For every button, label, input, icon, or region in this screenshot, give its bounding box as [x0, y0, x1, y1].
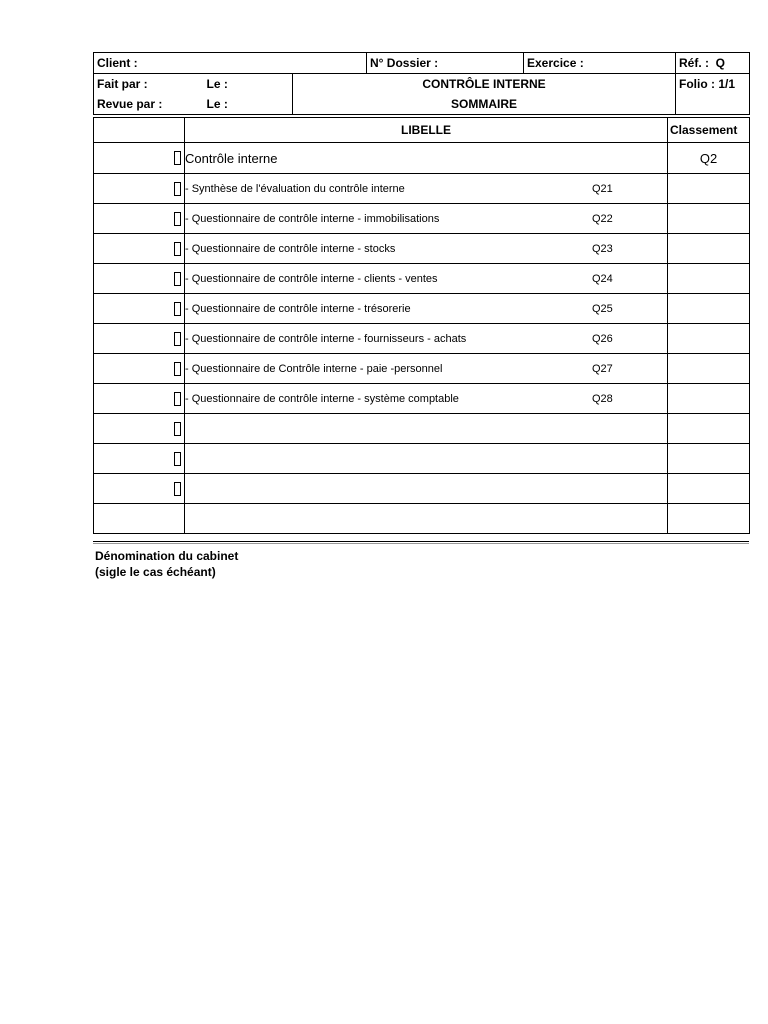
- dossier-field: N° Dossier :: [367, 53, 524, 74]
- item-label: - Questionnaire de contrôle interne - immobilisations: [185, 212, 440, 225]
- classement-cell: [668, 294, 750, 324]
- table-row: [94, 384, 750, 414]
- item-label-cell: [185, 174, 668, 204]
- footer-line-1: Dénomination du cabinet: [95, 549, 239, 563]
- ref-field: Réf. : Q: [676, 53, 750, 74]
- item-label-cell: [185, 384, 668, 414]
- table-row: [94, 234, 750, 264]
- table-row-empty: [94, 444, 750, 474]
- table-row: [94, 204, 750, 234]
- checkbox-cell: [94, 354, 185, 384]
- item-code: Q22: [592, 212, 613, 225]
- classement-header: Classement: [668, 118, 750, 143]
- revue-par-field: Revue par :: [94, 94, 204, 115]
- item-label-cell: [185, 354, 668, 384]
- item-code: Q25: [592, 302, 613, 315]
- section-title: Contrôle interne: [185, 143, 668, 174]
- table-header-row: [94, 118, 750, 143]
- document-frame: [93, 52, 749, 534]
- checkbox-cell: [94, 384, 185, 414]
- folio-field: Folio : 1/1: [676, 74, 750, 95]
- item-label-cell: [185, 264, 668, 294]
- checkbox-icon[interactable]: [174, 242, 181, 256]
- table-row-empty: [94, 504, 750, 534]
- checkbox-icon[interactable]: [174, 151, 181, 165]
- checkbox-cell: [94, 143, 185, 174]
- table-row: [94, 294, 750, 324]
- folio-empty-cell: [676, 94, 750, 115]
- checkbox-cell: [94, 294, 185, 324]
- item-code: Q26: [592, 332, 613, 345]
- classement-cell: [668, 234, 750, 264]
- checkbox-icon[interactable]: [174, 422, 181, 436]
- le-field-2: Le :: [204, 94, 293, 115]
- checkbox-icon[interactable]: [174, 452, 181, 466]
- item-label-cell: [185, 294, 668, 324]
- checkbox-icon[interactable]: [174, 212, 181, 226]
- item-code: Q28: [592, 392, 613, 405]
- checkbox-icon[interactable]: [174, 362, 181, 376]
- table-row: [94, 324, 750, 354]
- item-label: - Questionnaire de Contrôle interne - paie -personnel: [185, 362, 443, 375]
- section-row: [94, 143, 750, 174]
- checkbox-cell: [94, 414, 185, 444]
- item-label-cell: [185, 324, 668, 354]
- checkbox-icon[interactable]: [174, 392, 181, 406]
- classement-cell: [668, 324, 750, 354]
- classement-cell: [668, 354, 750, 384]
- checkbox-cell: [94, 174, 185, 204]
- item-label-cell: [185, 204, 668, 234]
- footer-line-2: (sigle le cas échéant): [95, 565, 216, 579]
- classement-cell: [668, 264, 750, 294]
- item-label: - Questionnaire de contrôle interne - fournisseurs - achats: [185, 332, 467, 345]
- bottom-rule: [93, 541, 749, 542]
- fait-par-field: Fait par :: [94, 74, 204, 95]
- table-row: [94, 264, 750, 294]
- checkbox-cell: [94, 324, 185, 354]
- table-row: [94, 354, 750, 384]
- checkbox-icon[interactable]: [174, 272, 181, 286]
- table-row-empty: [94, 474, 750, 504]
- item-code: Q21: [592, 182, 613, 195]
- item-label: - Synthèse de l'évaluation du contrôle interne: [185, 182, 405, 195]
- checkbox-cell: [94, 204, 185, 234]
- checkbox-icon[interactable]: [174, 482, 181, 496]
- checkbox-col-header: [94, 118, 185, 143]
- table-row-empty: [94, 414, 750, 444]
- title-line-2: SOMMAIRE: [293, 94, 676, 115]
- checkbox-icon[interactable]: [174, 302, 181, 316]
- item-label: - Questionnaire de contrôle interne - stocks: [185, 242, 396, 255]
- item-code: Q27: [592, 362, 613, 375]
- cabinet-footer: [95, 548, 238, 580]
- le-field-1: Le :: [204, 74, 293, 95]
- item-label-cell: [185, 234, 668, 264]
- checkbox-icon[interactable]: [174, 332, 181, 346]
- checkbox-cell: [94, 264, 185, 294]
- classement-cell: [668, 204, 750, 234]
- item-code: Q23: [592, 242, 613, 255]
- title-line-1: CONTRÔLE INTERNE: [293, 74, 676, 95]
- checkbox-cell: [94, 474, 185, 504]
- item-code: Q24: [592, 272, 613, 285]
- exercice-field: Exercice :: [524, 53, 676, 74]
- summary-table: [93, 117, 750, 534]
- checkbox-cell: [94, 234, 185, 264]
- libelle-header: LIBELLE: [185, 118, 668, 143]
- table-row: [94, 174, 750, 204]
- header-table: [93, 52, 750, 115]
- item-label: - Questionnaire de contrôle interne - trésorerie: [185, 302, 411, 315]
- classement-cell: [668, 384, 750, 414]
- checkbox-cell: [94, 444, 185, 474]
- checkbox-icon[interactable]: [174, 182, 181, 196]
- section-code: Q2: [668, 143, 750, 174]
- item-label: - Questionnaire de contrôle interne - clients - ventes: [185, 272, 438, 285]
- classement-cell: [668, 174, 750, 204]
- bottom-rule-shadow: [93, 543, 749, 544]
- client-field: Client :: [94, 53, 367, 74]
- item-label: - Questionnaire de contrôle interne - système comptable: [185, 392, 459, 405]
